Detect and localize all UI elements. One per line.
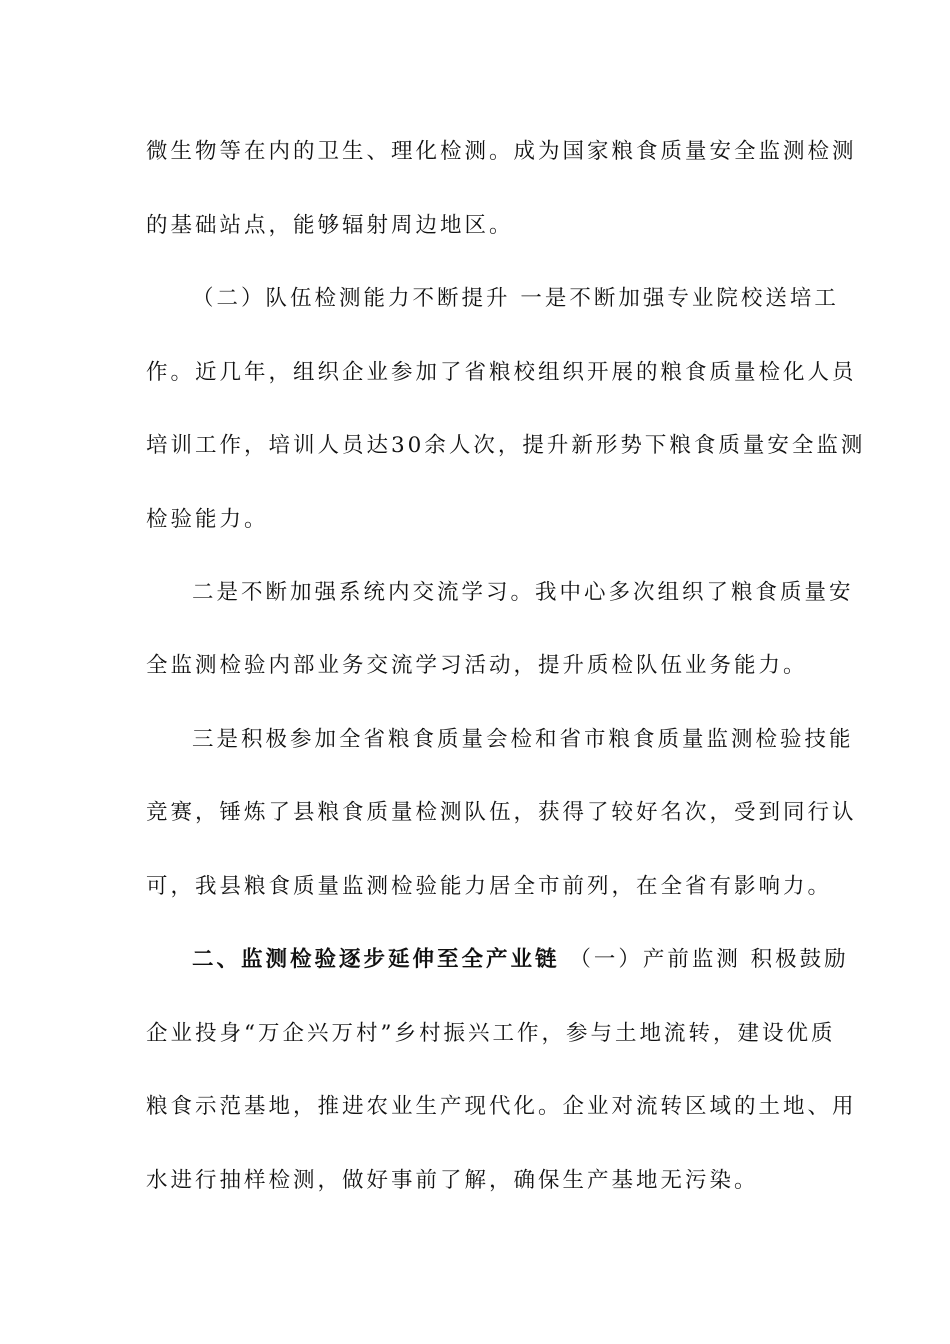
text-line: 作。近几年，组织企业参加了省粮校组织开展的粮食质量检化人员 — [146, 360, 857, 385]
text-line: 二是不断加强系统内交流学习。我中心多次组织了粮食质量安 — [192, 580, 854, 605]
text-line: 竞赛，锤炼了县粮食质量检测队伍，获得了较好名次，受到同行认 — [146, 800, 857, 825]
text-line: 企业投身“万企兴万村”乡村振兴工作，参与土地流转，建设优质 — [146, 1021, 836, 1046]
text-line: 水进行抽样检测，做好事前了解，确保生产基地无污染。 — [146, 1168, 759, 1193]
text-line: 可，我县粮食质量监测检验能力居全市前列，在全省有影响力。 — [146, 874, 833, 899]
subsection-line: （二）队伍检测能力不断提升 一是不断加强专业院校送培工 — [192, 286, 839, 311]
section-heading-line — [192, 945, 849, 975]
text-line: 三是积极参加全省粮食质量会检和省市粮食质量监测检验技能 — [192, 727, 854, 752]
text-line: 检验能力。 — [146, 507, 269, 532]
text-line: 粮食示范基地，推进农业生产现代化。企业对流转区域的土地、用 — [146, 1094, 857, 1119]
section-heading-rest: （一）产前监测 积极鼓励 — [559, 947, 849, 972]
text-line: 全监测检验内部业务交流学习活动，提升质检队伍业务能力。 — [146, 653, 808, 678]
text-line: 培训工作，培训人员达30余人次，提升新形势下粮食质量安全监测 — [146, 433, 866, 458]
text-line: 微生物等在内的卫生、理化检测。成为国家粮食质量安全监测检测 — [146, 139, 857, 164]
text-line: 的基础站点，能够辐射周边地区。 — [146, 213, 514, 238]
section-heading: 二、监测检验逐步延伸至全产业链 — [192, 947, 560, 972]
